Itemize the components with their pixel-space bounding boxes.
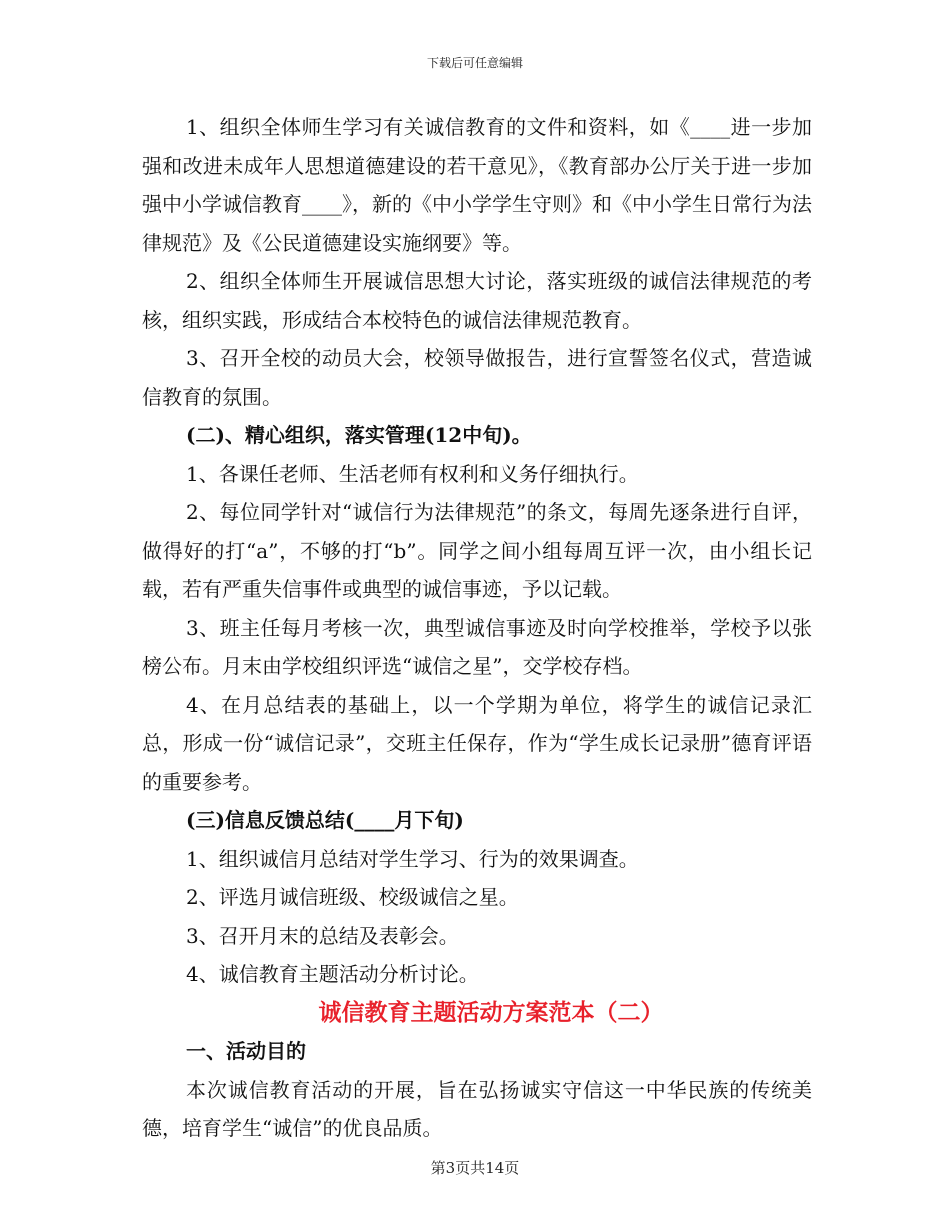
paragraph: 本次诚信教育活动的开展，旨在弘扬诚实守信这一中华民族的传统美德，培育学生“诚信”的优良品质。	[142, 1077, 812, 1140]
paragraph: 1、组织全体师生学习有关诚信教育的文件和资料，如《____进一步加强和改进未成年人思想道德建设的若干意见》，《教育部办公厅关于进一步加强中小学诚信教育____》，新的《中小学学生守则》和《中小学生日常行为法律规范》及《公民道德建设实施纲要》等。	[142, 115, 812, 255]
paragraph: 2、组织全体师生开展诚信思想大讨论，落实班级的诚信法律规范的考核，组织实践，形成结合本校特色的诚信法律规范教育。	[142, 269, 812, 332]
paragraph: 4、在月总结表的基础上，以一个学期为单位，将学生的诚信记录汇总，形成一份“诚信记录”，交班主任保存，作为“学生成长记录册”德育评语的重要参考。	[142, 692, 812, 794]
paragraph: 4、诚信教育主题活动分析讨论。	[186, 962, 479, 986]
page-footer: 第3页共14页	[430, 1159, 520, 1177]
document-title: 诚信教育主题活动方案范本（二）	[318, 998, 664, 1026]
page-header: 下载后可任意编辑	[426, 56, 523, 70]
paragraph: 2、每位同学针对“诚信行为法律规范”的条文，每周先逐条进行自评，做得好的打“a”，不够的打“b”。同学之间小组每周互评一次，由小组长记载，若有严重失信事件或典型的诚信事迹，予以记载。	[142, 500, 812, 601]
paragraph: 3、召开全校的动员大会，校领导做报告，进行宣誓签名仪式，营造诚信教育的氛围。	[142, 346, 812, 409]
section-heading: 一、活动目的	[186, 1039, 306, 1063]
paragraph: 2、评选月诚信班级、校级诚信之星。	[186, 885, 519, 909]
paragraph: 1、各课任老师、生活老师有权利和义务仔细执行。	[186, 461, 639, 486]
paragraph: 1、组织诚信月总结对学生学习、行为的效果调查。	[186, 846, 639, 871]
paragraph: 3、召开月末的总结及表彰会。	[186, 923, 459, 948]
section-heading: (二)、精心组织，落实管理(12中旬)。	[186, 423, 532, 447]
section-heading: (三)信息反馈总结(____月下旬)	[186, 808, 464, 832]
document-body	[142, 108, 812, 1148]
paragraph: 3、班主任每月考核一次，典型诚信事迹及时向学校推举，学校予以张榜公布。月末由学校组织评选“诚信之星”，交学校存档。	[142, 615, 812, 678]
